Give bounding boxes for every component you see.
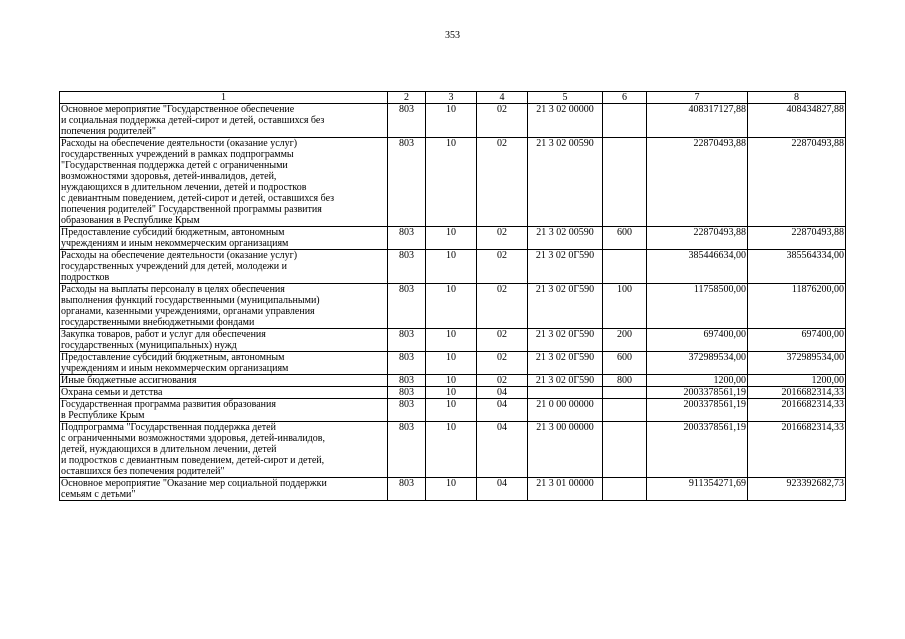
column-header: 5 [528, 92, 603, 104]
item-name-line: государственных учреждений в рамках подпрограммы [61, 149, 294, 160]
cell-amount-year2: 372989534,00 [748, 352, 846, 375]
item-name-line: Основное мероприятие "Государственное обеспечение [61, 104, 295, 115]
cell-amount-year1: 408317127,88 [647, 104, 748, 138]
cell-ministry-code: 803 [388, 399, 426, 422]
item-name-line: возможностями здоровья, детей-инвалидов, детей, [61, 171, 277, 182]
cell-subsection-code: 04 [477, 478, 528, 501]
cell-item-name [60, 104, 388, 138]
cell-target-article: 21 3 02 0Г590 [528, 329, 603, 352]
cell-target-article: 21 3 02 00000 [528, 104, 603, 138]
cell-amount-year2: 22870493,88 [748, 138, 846, 227]
table-row [60, 387, 846, 399]
cell-amount-year1: 11758500,00 [647, 284, 748, 329]
cell-amount-year1: 697400,00 [647, 329, 748, 352]
cell-item-name [60, 422, 388, 478]
cell-amount-year2: 1200,00 [748, 375, 846, 387]
cell-target-article: 21 3 02 00590 [528, 138, 603, 227]
cell-subsection-code: 04 [477, 399, 528, 422]
item-name-line: попечения родителей" [61, 126, 156, 137]
cell-amount-year1: 2003378561,19 [647, 422, 748, 478]
item-name-line: Охрана семьи и детства [61, 387, 163, 398]
cell-subsection-code: 02 [477, 329, 528, 352]
column-header: 2 [388, 92, 426, 104]
cell-expense-type [603, 104, 647, 138]
cell-expense-type: 800 [603, 375, 647, 387]
item-name-line: Государственная программа развития образования [61, 399, 276, 410]
cell-ministry-code: 803 [388, 250, 426, 284]
item-name-line: семьям с детьми" [61, 489, 136, 500]
cell-subsection-code: 02 [477, 104, 528, 138]
cell-target-article: 21 0 00 00000 [528, 399, 603, 422]
cell-expense-type [603, 478, 647, 501]
item-name-line: с ограниченными возможностями здоровья, детей-инвалидов, [61, 433, 325, 444]
cell-amount-year2: 923392682,73 [748, 478, 846, 501]
cell-amount-year2: 2016682314,33 [748, 422, 846, 478]
item-name-line: попечения родителей" Государственной программы развития [61, 204, 322, 215]
table-row [60, 375, 846, 387]
column-header: 1 [60, 92, 388, 104]
cell-amount-year2: 408434827,88 [748, 104, 846, 138]
cell-section-code: 10 [426, 478, 477, 501]
cell-item-name [60, 227, 388, 250]
item-name-line: и социальная поддержка детей-сирот и детей, оставшихся без [61, 115, 325, 126]
column-header: 7 [647, 92, 748, 104]
cell-subsection-code: 04 [477, 422, 528, 478]
cell-amount-year2: 2016682314,33 [748, 387, 846, 399]
cell-target-article [528, 387, 603, 399]
cell-amount-year1: 2003378561,19 [647, 387, 748, 399]
cell-expense-type [603, 138, 647, 227]
cell-target-article: 21 3 00 00000 [528, 422, 603, 478]
cell-amount-year2: 11876200,00 [748, 284, 846, 329]
item-name-line: в Республике Крым [61, 410, 145, 421]
cell-amount-year1: 1200,00 [647, 375, 748, 387]
table-row [60, 227, 846, 250]
cell-ministry-code: 803 [388, 329, 426, 352]
cell-section-code: 10 [426, 352, 477, 375]
cell-expense-type: 200 [603, 329, 647, 352]
item-name-line: "Государственная поддержка детей с ограниченными [61, 160, 288, 171]
item-name-line: выполнения функций государственными (муниципальными) [61, 295, 320, 306]
cell-item-name [60, 284, 388, 329]
item-name-line: Расходы на обеспечение деятельности (оказание услуг) [61, 138, 298, 149]
item-name-line: Иные бюджетные ассигнования [61, 375, 197, 386]
cell-ministry-code: 803 [388, 352, 426, 375]
cell-item-name [60, 329, 388, 352]
cell-section-code: 10 [426, 399, 477, 422]
column-header: 4 [477, 92, 528, 104]
cell-subsection-code: 04 [477, 387, 528, 399]
item-name-line: Предоставление субсидий бюджетным, автономным [61, 227, 285, 238]
cell-item-name [60, 352, 388, 375]
cell-ministry-code: 803 [388, 387, 426, 399]
cell-subsection-code: 02 [477, 227, 528, 250]
budget-table [59, 91, 846, 501]
cell-amount-year1: 22870493,88 [647, 227, 748, 250]
item-name-line: учреждениям и иным некоммерческим организациям [61, 363, 289, 374]
cell-expense-type: 600 [603, 352, 647, 375]
cell-expense-type [603, 387, 647, 399]
item-name-line: Подпрограмма "Государственная поддержка детей [61, 422, 276, 433]
item-name-line: учреждениям и иным некоммерческим организациям [61, 238, 289, 249]
cell-ministry-code: 803 [388, 104, 426, 138]
cell-section-code: 10 [426, 104, 477, 138]
page-number: 353 [445, 30, 460, 41]
cell-target-article: 21 3 02 0Г590 [528, 250, 603, 284]
cell-amount-year2: 22870493,88 [748, 227, 846, 250]
cell-section-code: 10 [426, 227, 477, 250]
cell-amount-year2: 2016682314,33 [748, 399, 846, 422]
item-name-line: Расходы на обеспечение деятельности (оказание услуг) [61, 250, 298, 261]
table-row [60, 399, 846, 422]
column-header: 6 [603, 92, 647, 104]
cell-subsection-code: 02 [477, 250, 528, 284]
cell-amount-year2: 385564334,00 [748, 250, 846, 284]
table-row [60, 478, 846, 501]
cell-amount-year1: 372989534,00 [647, 352, 748, 375]
cell-ministry-code: 803 [388, 284, 426, 329]
item-name-line: подростков [61, 272, 110, 283]
table-row [60, 284, 846, 329]
cell-amount-year1: 911354271,69 [647, 478, 748, 501]
item-name-line: Основное мероприятие "Оказание мер социальной поддержки [61, 478, 327, 489]
cell-subsection-code: 02 [477, 284, 528, 329]
cell-item-name [60, 250, 388, 284]
item-name-line: с девиантным поведением, детей-сирот и детей, оставшихся без [61, 193, 335, 204]
table-row [60, 422, 846, 478]
cell-ministry-code: 803 [388, 375, 426, 387]
cell-expense-type: 600 [603, 227, 647, 250]
table-row [60, 138, 846, 227]
cell-subsection-code: 02 [477, 375, 528, 387]
cell-section-code: 10 [426, 250, 477, 284]
item-name-line: Предоставление субсидий бюджетным, автономным [61, 352, 285, 363]
item-name-line: образования в Республике Крым [61, 215, 200, 226]
cell-item-name [60, 478, 388, 501]
cell-amount-year1: 385446634,00 [647, 250, 748, 284]
cell-subsection-code: 02 [477, 352, 528, 375]
cell-amount-year1: 2003378561,19 [647, 399, 748, 422]
cell-target-article: 21 3 02 0Г590 [528, 375, 603, 387]
column-header: 8 [748, 92, 846, 104]
item-name-line: Расходы на выплаты персоналу в целях обеспечения [61, 284, 285, 295]
table-header-row [60, 92, 846, 104]
item-name-line: детей, нуждающихся в длительном лечении, детей [61, 444, 277, 455]
cell-expense-type [603, 250, 647, 284]
table-row [60, 352, 846, 375]
cell-target-article: 21 3 01 00000 [528, 478, 603, 501]
cell-target-article: 21 3 02 0Г590 [528, 352, 603, 375]
cell-expense-type [603, 422, 647, 478]
cell-ministry-code: 803 [388, 138, 426, 227]
cell-item-name [60, 138, 388, 227]
cell-ministry-code: 803 [388, 422, 426, 478]
cell-target-article: 21 3 02 00590 [528, 227, 603, 250]
item-name-line: оставшихся без попечения родителей" [61, 466, 225, 477]
table-row [60, 250, 846, 284]
table-body [60, 104, 846, 501]
item-name-line: государственными внебюджетными фондами [61, 317, 255, 328]
cell-expense-type [603, 399, 647, 422]
cell-ministry-code: 803 [388, 478, 426, 501]
column-header: 3 [426, 92, 477, 104]
cell-section-code: 10 [426, 284, 477, 329]
item-name-line: государственных учреждений для детей, молодежи и [61, 261, 287, 272]
item-name-line: и подростков с девиантным поведением, детей-сирот и детей, [61, 455, 325, 466]
item-name-line: нуждающихся в длительном лечении, детей и подростков [61, 182, 307, 193]
cell-section-code: 10 [426, 422, 477, 478]
cell-expense-type: 100 [603, 284, 647, 329]
table-row [60, 104, 846, 138]
cell-ministry-code: 803 [388, 227, 426, 250]
cell-subsection-code: 02 [477, 138, 528, 227]
cell-item-name [60, 387, 388, 399]
item-name-line: государственных (муниципальных) нужд [61, 340, 237, 351]
table-row [60, 329, 846, 352]
cell-section-code: 10 [426, 387, 477, 399]
cell-section-code: 10 [426, 375, 477, 387]
item-name-line: Закупка товаров, работ и услуг для обеспечения [61, 329, 266, 340]
cell-item-name [60, 375, 388, 387]
cell-amount-year1: 22870493,88 [647, 138, 748, 227]
cell-section-code: 10 [426, 138, 477, 227]
cell-amount-year2: 697400,00 [748, 329, 846, 352]
cell-item-name [60, 399, 388, 422]
cell-section-code: 10 [426, 329, 477, 352]
cell-target-article: 21 3 02 0Г590 [528, 284, 603, 329]
item-name-line: органами, казенными учреждениями, органами управления [61, 306, 315, 317]
